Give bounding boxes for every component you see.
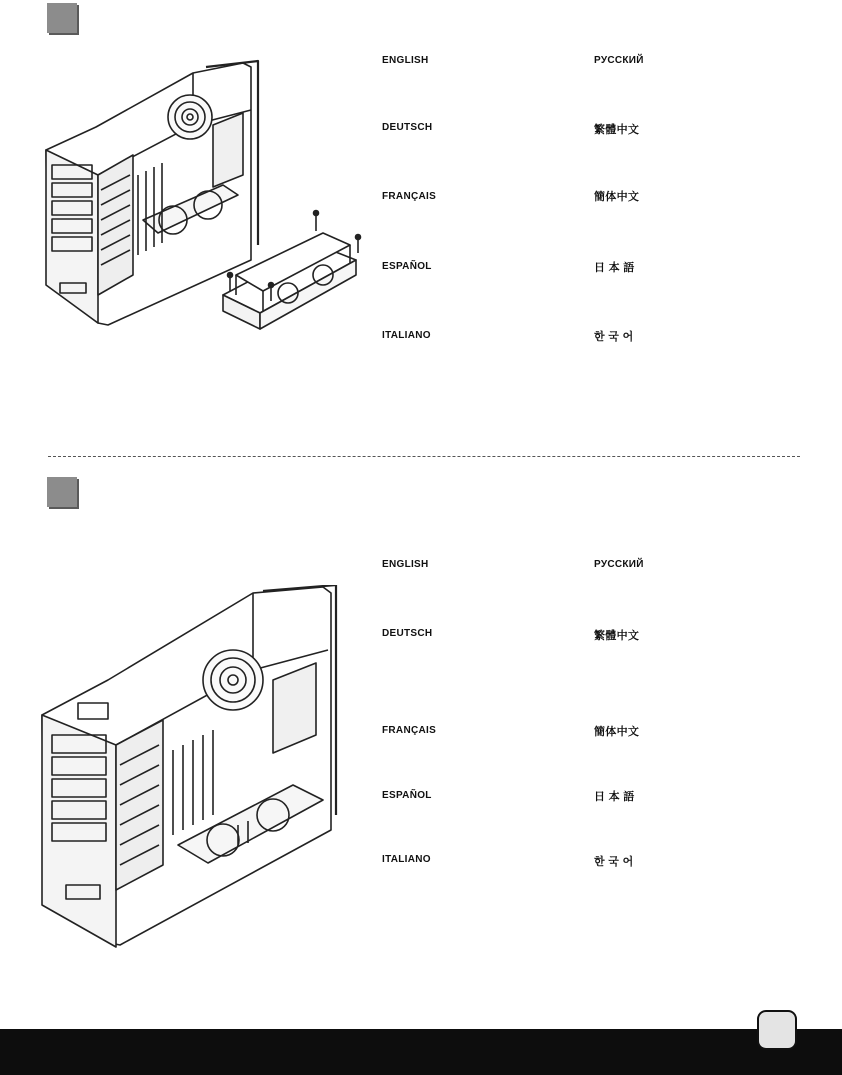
lang-deutsch-1: DEUTSCH — [382, 122, 433, 133]
lang-italiano-1: ITALIANO — [382, 330, 431, 341]
lang-russian-2: РУССКИЙ — [594, 559, 644, 570]
lang-italiano-2: ITALIANO — [382, 854, 431, 865]
lang-simplified-chinese-1: 簡体中文 — [594, 191, 640, 203]
lang-korean-2: 한 국 어 — [594, 856, 634, 868]
page-number-tab — [757, 1010, 797, 1050]
lang-francais-1: FRANÇAIS — [382, 191, 437, 202]
section-divider — [48, 456, 800, 457]
case-illustration-2 — [38, 585, 338, 950]
lang-english-1: ENGLISH — [382, 55, 429, 66]
lang-traditional-chinese-1: 繁體中文 — [594, 124, 640, 136]
lang-espanol-1: ESPAÑOL — [382, 261, 432, 272]
case-illustration-1 — [38, 55, 368, 350]
lang-russian-1: РУССКИЙ — [594, 55, 644, 66]
step-box-1 — [47, 3, 77, 33]
lang-deutsch-2: DEUTSCH — [382, 628, 433, 639]
page-footer-bar — [0, 1029, 842, 1075]
lang-japanese-2: 日 本 語 — [594, 791, 635, 803]
lang-traditional-chinese-2: 繁體中文 — [594, 630, 640, 642]
lang-espanol-2: ESPAÑOL — [382, 790, 432, 801]
lang-japanese-1: 日 本 語 — [594, 262, 635, 274]
step-box-2 — [47, 477, 77, 507]
lang-simplified-chinese-2: 簡体中文 — [594, 726, 640, 738]
lang-english-2: ENGLISH — [382, 559, 429, 570]
lang-francais-2: FRANÇAIS — [382, 725, 437, 736]
lang-korean-1: 한 국 어 — [594, 331, 634, 343]
